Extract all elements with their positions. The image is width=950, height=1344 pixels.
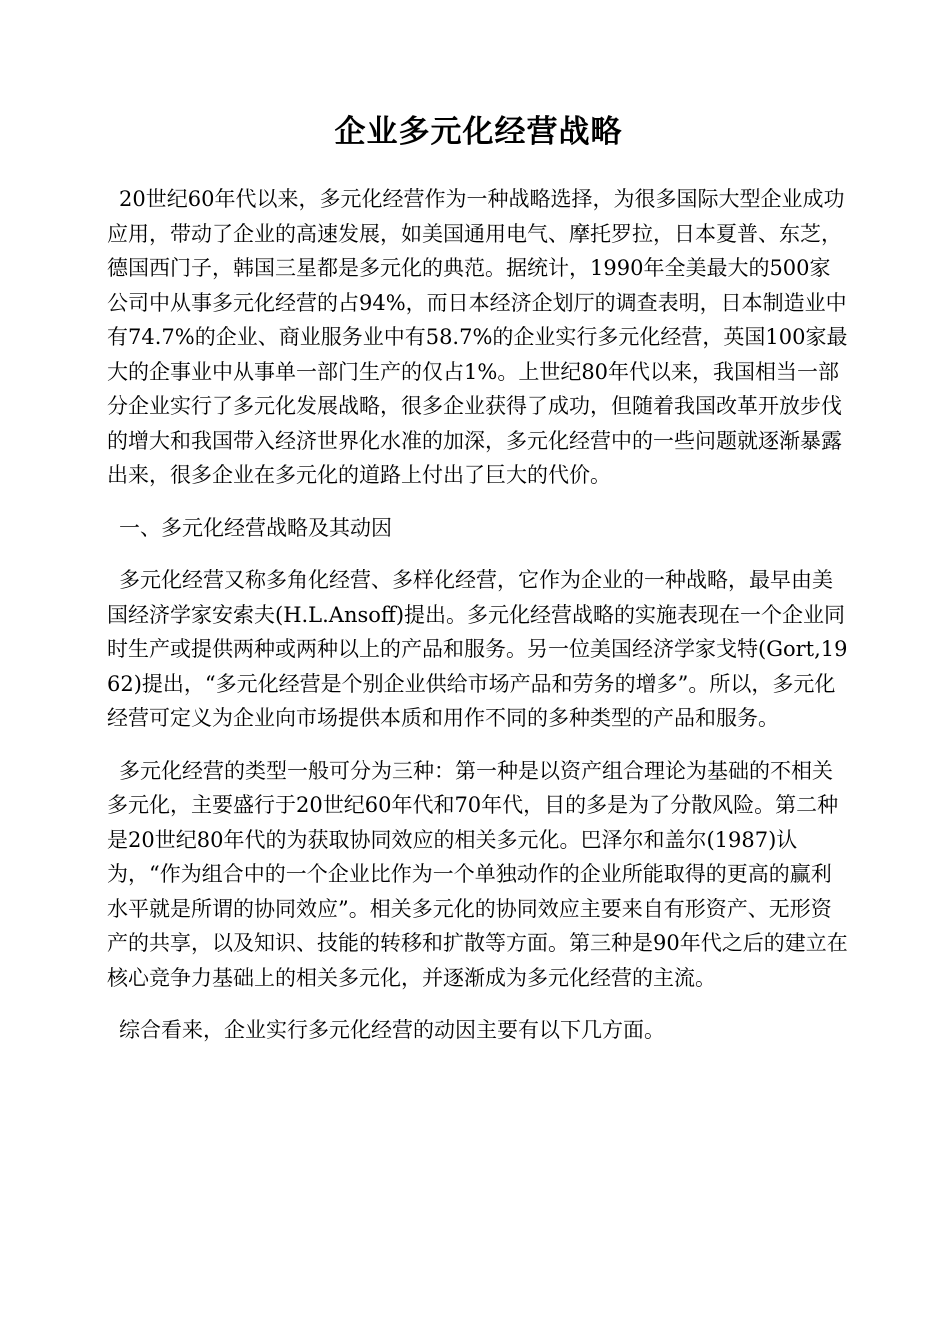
paragraph-intro: 20世纪60年代以来，多元化经营作为一种战略选择，为很多国际大型企业成功应用，带动了企业的高速发展，如美国通用电气、摩托罗拉，日本夏普、东芝，德国西门子，韩国三星都是多元化的典范。据统计，1990年全美最大的500家公司中从事多元化经营的占94%，而日本经济企划厅的调查表明，日本制造业中有74.7%的企业、商业服务业中有58.7%的企业实行多元化经营，英国100家最大的企事业中从事单一部门生产的仅占1%。上世纪80年代以来，我国相当一部分企业实行了多元化发展战略，很多企业获得了成功，但随着我国改革开放步伐的增大和我国带入经济世界化水准的加深，多元化经营中的一些问题就逐渐暴露出来，很多企业在多元化的道路上付出了巨大的代价。 xyxy=(107,187,848,487)
document-title: 企业多元化经营战略 xyxy=(334,114,623,150)
section-heading-1: 一、多元化经营战略及其动因 xyxy=(119,515,392,540)
paragraph-definition: 多元化经营又称多角化经营、多样化经营，它作为企业的一种战略，最早由美国经济学家安索夫(H.L.Ansoff)提出。多元化经营战略的实施表现在一个企业同时生产或提供两种或两种以上的产品和服务。另一位美国经济学家戈特(Gort,1962)提出，“多元化经营是个别企业供给市场产品和劳务的增多”。所以，多元化经营可定义为企业向市场提供本质和用作不同的多种类型的产品和服务。 xyxy=(107,568,848,730)
paragraph-types: 多元化经营的类型一般可分为三种：第一种是以资产组合理论为基础的不相关多元化，主要盛行于20世纪60年代和70年代，目的多是为了分散风险。第二种是20世纪80年代的为获取协同效应的相关多元化。巴泽尔和盖尔(1987)认为，“作为组合中的一个企业比作为一个单独动作的企业所能取得的更高的赢利水平就是所谓的协同效应”。相关多元化的协同效应主要来自有形资产、无形资产的共享，以及知识、技能的转移和扩散等方面。第三种是90年代之后的建立在核心竞争力基础上的相关多元化，并逐渐成为多元化经营的主流。 xyxy=(107,758,848,990)
paragraph-motives: 综合看来，企业实行多元化经营的动因主要有以下几方面。 xyxy=(119,1018,665,1042)
